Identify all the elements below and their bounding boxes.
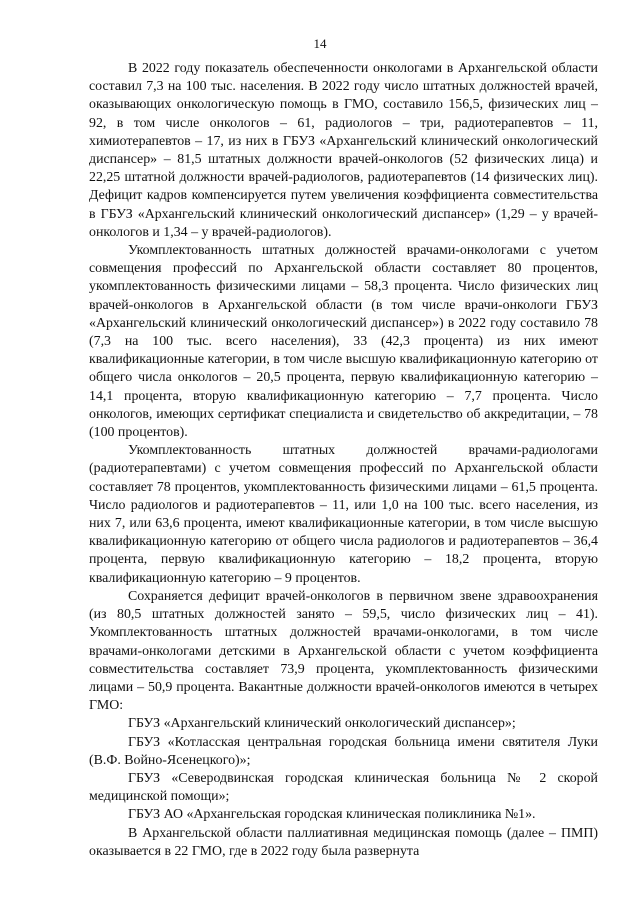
list-item-vacancy-org-3: ГБУЗ «Северодвинская городская клиническая больница № 2 скорой медицинской помощи»;	[89, 770, 598, 805]
paragraph-primary-care-deficit: Сохраняется дефицит врачей-онкологов в первичном звене здравоохранения (из 80,5 штатных должностей занято – 59,5, число физических лиц – 41). Укомплектованность штатных должностей врачами-онкологами, в том числе врачами-онкологами детскими в Архангельской области с учетом коэффициента совместительства составляет 73,9 процента, укомплектованность физическими лицами – 50,9 процента. Вакантные должности врачей-онкологов имеются в четырех ГМО:	[89, 588, 598, 714]
list-item-vacancy-org-2: ГБУЗ «Котласская центральная городская больница имени святителя Луки (В.Ф. Войно-Ясенецкого)»;	[89, 734, 598, 768]
paragraph-staffing-overview: В 2022 году показатель обеспеченности онкологами в Архангельской области составил 7,3 на 100 тыс. населения. В 2022 году число штатных должностей врачей, оказывающих онкологическую помощь в ГМО, составило 156,5, физических лиц – 92, в том числе онкологов – 61, радиологов – три, радиотерапевтов – 11, химиотерапевтов – 17, из них в ГБУЗ «Архангельский клинический онкологический диспансер» – 81,5 штатных должности врачей-онкологов (52 физических лица) и 22,25 штатной должности врачей-радиологов, радиотерапевтов (14 физических лиц). Дефицит кадров компенсируется путем увеличения коэффициента совместительства в ГБУЗ «Архангельский клинический онкологический диспансер» (1,29 – у врачей-онкологов и 1,34 – у врачей-радиологов).	[89, 61, 598, 240]
paragraph-radiologists-staffing: Укомплектованность штатных должностей врачами-радиологами (радиотерапевтами) с учетом совмещения профессий по Архангельской области составляет 78 процентов, укомплектованность физическими лицами – 61,5 процента. Число радиологов и радиотерапевтов – 11, или 1,0 на 100 тыс. всего населения, из них 7, или 63,6 процента, имеют квалификационные категории, в том числе высшую квалификационную категорию от общего числа радиологов и радиотерапевтов – 36,4 процента, первую квалификационную категорию – 18,2 процента, вторую квалификационную категорию – 9 процентов.	[89, 443, 598, 586]
page-body	[89, 60, 598, 861]
list-item-vacancy-org-4: ГБУЗ АО «Архангельская городская клиническая поликлиника №1».	[128, 807, 536, 823]
paragraph-palliative-care: В Архангельской области паллиативная медицинская помощь (далее – ПМП) оказывается в 22 ГМО, где в 2022 году была развернута	[89, 825, 598, 859]
paragraph-oncologists-staffing: Укомплектованность штатных должностей врачами-онкологами с учетом совмещения профессий по Архангельской области составляет 80 процентов, укомплектованность физическими лицами – 58,3 процента. Число физических лиц врачей-онкологов в Архангельской области (в том числе врачи-онкологи ГБУЗ «Архангельский клинический онкологический диспансер») в 2022 году составило 78 (7,3 на 100 тыс. всего населения), 33 (42,3 процента) из них имеют квалификационные категории, в том числе высшую квалификационную категорию от общего числа онкологов – 20,5 процента, первую квалификационную категорию – 14,1 процента, вторую квалификационную категорию – 7,7 процента. Число онкологов, имеющих сертификат специалиста и свидетельство об аккредитации, – 78 (100 процентов).	[89, 243, 598, 441]
page-number: 14	[313, 36, 327, 51]
list-item-vacancy-org-1: ГБУЗ «Архангельский клинический онкологический диспансер»;	[128, 716, 516, 732]
